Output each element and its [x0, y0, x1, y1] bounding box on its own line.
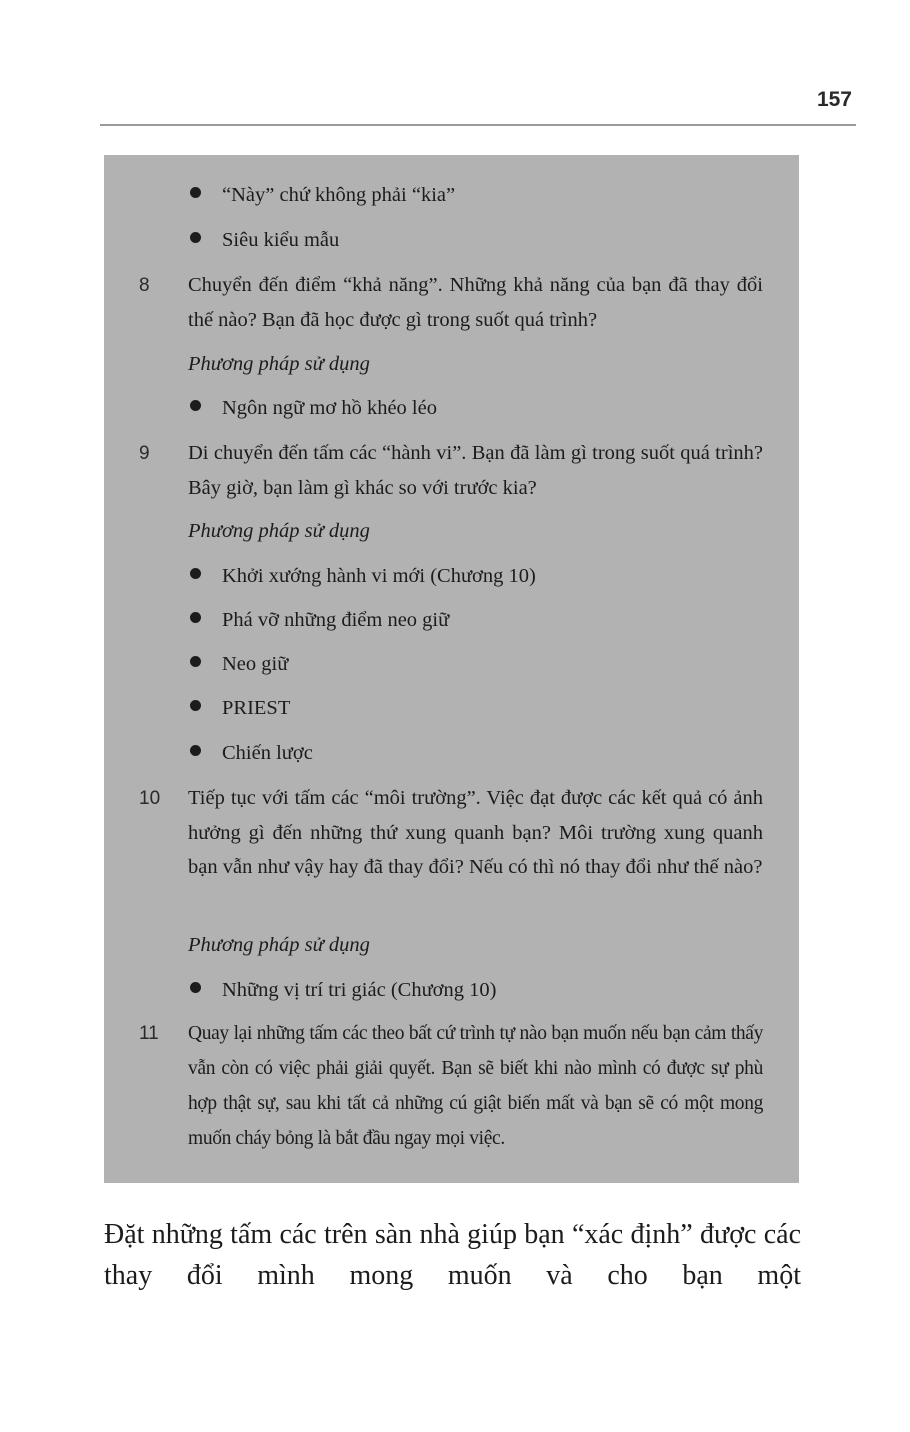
bullet-icon: [190, 568, 201, 579]
list-item: [190, 973, 770, 1008]
step-number: 8: [139, 275, 150, 296]
step-number: 9: [139, 443, 150, 464]
bullet-text: “Này” chứ không phải “kia”: [222, 184, 456, 206]
bullet-text: Khởi xướng hành vi mới (Chương 10): [222, 565, 536, 587]
bullet-text: Neo giữ: [222, 653, 289, 675]
step-text: Tiếp tục với tấm các “môi trường”. Việc đạt được các kết quả có ảnh hưởng gì đến những thứ xung quanh bạn? Môi trường xung quanh bạn vẫn như vậy hay đã thay đổi? Nếu có thì nó thay đổi như thế nào?: [188, 787, 763, 878]
bullet-text: Chiến lược: [222, 742, 313, 764]
list-item: [190, 178, 770, 213]
method-label: Phương pháp sử dụng: [188, 353, 370, 375]
step-text: Di chuyển đến tấm các “hành vi”. Bạn đã làm gì trong suốt quá trình? Bây giờ, bạn làm gì khác so với trước kia?: [188, 442, 763, 499]
list-item: [190, 223, 770, 258]
bullet-text: Siêu kiểu mẫu: [222, 229, 340, 251]
bullet-icon: [190, 700, 201, 711]
step-text: Chuyển đến điểm “khả năng”. Những khả năng của bạn đã thay đổi thế nào? Bạn đã học được gì trong suốt quá trình?: [188, 274, 763, 331]
step-text: Quay lại những tấm các theo bất cứ trình tự nào bạn muốn nếu bạn cảm thấy vẫn còn có việc phải giải quyết. Bạn sẽ biết khi nào mình có được sự phù hợp thật sự, sau khi tất cả những cú giật biến mất và bạn sẽ có một mong muốn cháy bỏng là bắt đầu ngay mọi việc.: [188, 1023, 763, 1149]
step-number: 10: [139, 788, 161, 809]
bullet-icon: [190, 400, 201, 411]
list-item: [190, 391, 770, 426]
list-item: [190, 736, 770, 771]
header-rule: [100, 124, 856, 126]
bullet-text: Ngôn ngữ mơ hồ khéo léo: [222, 397, 437, 419]
bullet-icon: [190, 656, 201, 667]
list-item: [190, 647, 770, 682]
list-item: [190, 691, 770, 726]
bullet-icon: [190, 982, 201, 993]
bullet-text: Phá vỡ những điểm neo giữ: [222, 609, 450, 631]
bullet-icon: [190, 232, 201, 243]
bullet-text: PRIEST: [222, 697, 291, 719]
bullet-text: Những vị trí tri giác (Chương 10): [222, 979, 497, 1001]
step-number: 11: [139, 1023, 159, 1044]
body-paragraph: Đặt những tấm các trên sàn nhà giúp bạn “xác định” được các thay đổi mình mong muốn và cho bạn một: [104, 1219, 801, 1291]
list-item: [190, 603, 770, 638]
list-item: [190, 559, 770, 594]
method-label: Phương pháp sử dụng: [188, 934, 370, 956]
bullet-icon: [190, 187, 201, 198]
page-number: 157: [816, 88, 852, 111]
bullet-icon: [190, 612, 201, 623]
method-label: Phương pháp sử dụng: [188, 520, 370, 542]
bullet-icon: [190, 745, 201, 756]
